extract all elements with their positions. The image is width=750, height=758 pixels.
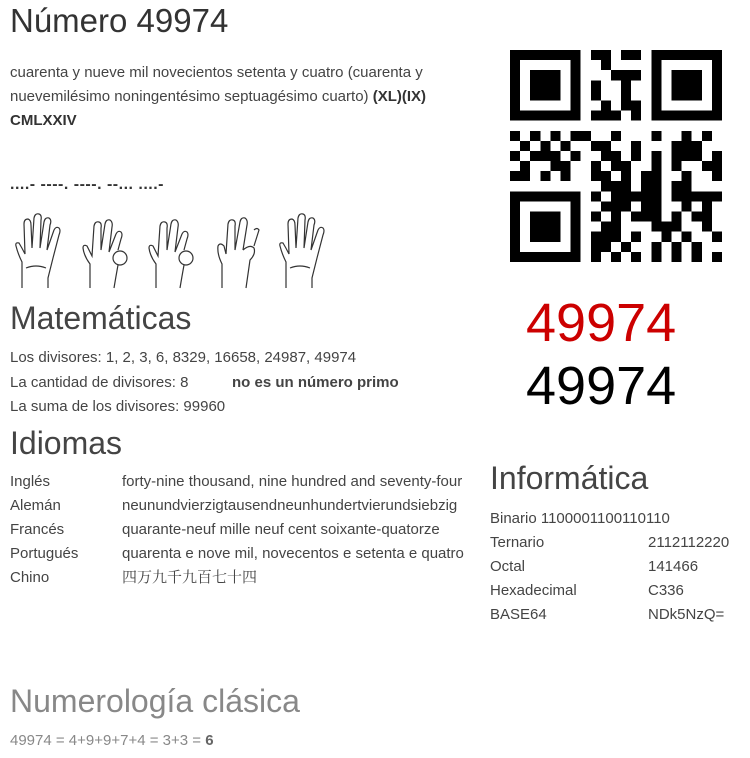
numerology-section-title: Numerología clásica (10, 683, 300, 719)
hand-seven-icon (210, 210, 266, 290)
language-label: Chino (10, 569, 50, 586)
roman-numeral: (XL)(IX) CMLXXIV (10, 88, 427, 129)
divisors-line: Los divisores: 1, 2, 3, 6, 8329, 16658, 24987, 49974 (10, 349, 357, 366)
info-value: NDk5NzQ= (648, 606, 725, 623)
info-row (490, 582, 740, 599)
number-display-black: 49974 (526, 356, 677, 416)
language-label: Alemán (10, 497, 61, 514)
numerology-result: 6 (205, 732, 214, 749)
divisor-sum-line: La suma de los divisores: 99960 (10, 398, 226, 415)
info-value: 141466 (648, 558, 699, 575)
morse-code: ....- ----. ----. --... ....- (10, 176, 165, 193)
hand-nine-icon (78, 210, 134, 290)
binary-line: Binario 1100001100110110 (490, 510, 670, 527)
numerology-formula (10, 732, 214, 749)
hand-four-icon (12, 210, 68, 290)
info-row (490, 534, 740, 551)
language-value: quarante-neuf mille neuf cent soixante-quatorze (122, 521, 440, 538)
info-value: 2112112220 (648, 534, 730, 551)
hand-nine-icon (144, 210, 200, 290)
info-label: BASE64 (490, 606, 547, 623)
table-row (10, 566, 468, 590)
sign-language-hands (12, 210, 342, 292)
qr-code (510, 50, 722, 262)
languages-section-title: Idiomas (10, 425, 123, 461)
language-value: quarenta e nove mil, novecentos e setenta e quatro (122, 545, 464, 562)
page-title: Número 49974 (10, 2, 229, 39)
info-label: Hexadecimal (490, 582, 577, 599)
table-row (10, 470, 468, 494)
numerology-sum: 49974 = 4+9+9+7+4 = 3+3 = (10, 732, 206, 749)
math-section-title: Matemáticas (10, 300, 192, 336)
spelled-number: cuarenta y nueve mil novecientos setenta y cuatro (cuarenta y nuevemilésimo noningentésimo septuagésimo cuarto) (10, 64, 423, 105)
info-row (490, 606, 740, 623)
info-row (490, 558, 740, 575)
hand-four-icon (276, 210, 332, 290)
language-value: neunundvierzigtausendneunhundertvierundsiebzig (122, 497, 458, 514)
info-label: Ternario (490, 534, 545, 551)
divisor-count-line: La cantidad de divisores: 8 (10, 374, 189, 391)
number-display-red: 49974 (526, 293, 677, 353)
prime-status: no es un número primo (232, 374, 399, 391)
table-row (10, 542, 468, 566)
table-row (10, 494, 468, 518)
informatics-section-title: Informática (490, 460, 649, 496)
language-label: Inglés (10, 473, 51, 490)
language-label: Francés (10, 521, 65, 538)
number-description (10, 61, 480, 133)
language-value: forty-nine thousand, nine hundred and seventy-four (122, 473, 463, 490)
info-value: C336 (648, 582, 684, 599)
languages-table (10, 470, 468, 590)
info-label: Octal (490, 558, 526, 575)
language-value: 四万九千九百七十四 (122, 569, 258, 586)
table-row (10, 518, 468, 542)
language-label: Portugués (10, 545, 79, 562)
